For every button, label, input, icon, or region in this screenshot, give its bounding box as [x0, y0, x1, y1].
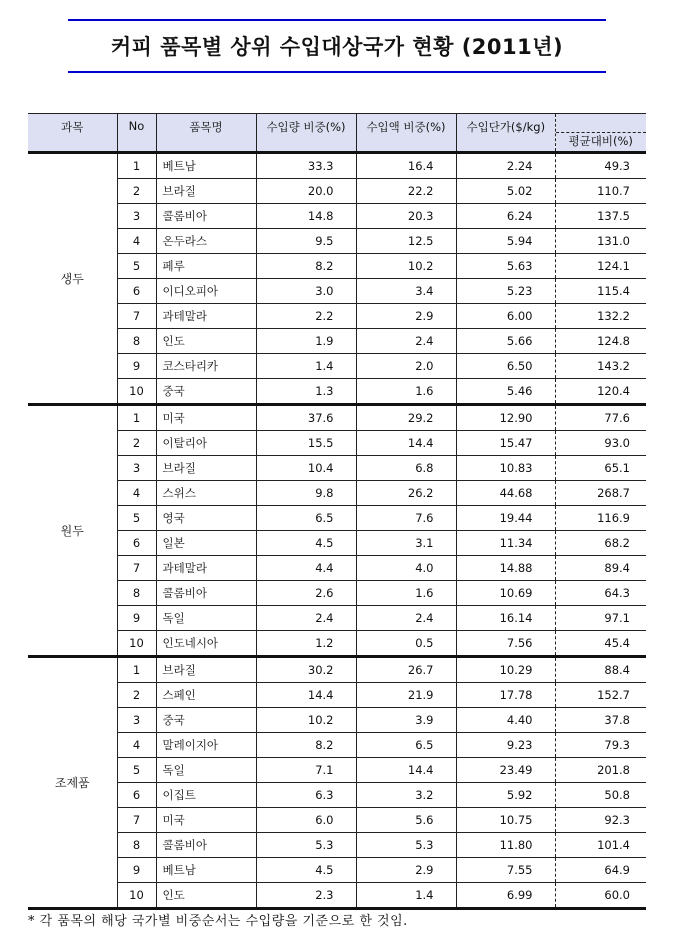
value-share: 5.6 [356, 808, 456, 833]
item-name: 이디오피아 [156, 279, 256, 304]
item-name: 콜롬비아 [156, 833, 256, 858]
unit-price: 10.29 [456, 657, 555, 683]
table-row [28, 858, 646, 883]
page-title: 커피 품목별 상위 수입대상국가 현황 (2011년) [110, 35, 564, 59]
header-item-name: 품목명 [156, 114, 256, 153]
volume-share: 2.4 [256, 606, 356, 631]
category-cell: 생두 [28, 153, 117, 405]
item-name: 인도 [156, 883, 256, 909]
volume-share: 1.3 [256, 379, 356, 405]
item-name: 영국 [156, 506, 256, 531]
avg-ratio: 131.0 [555, 229, 646, 254]
row-number: 6 [117, 783, 156, 808]
volume-share: 4.5 [256, 858, 356, 883]
avg-ratio: 65.1 [555, 456, 646, 481]
unit-price: 9.23 [456, 733, 555, 758]
avg-ratio: 97.1 [555, 606, 646, 631]
unit-price: 6.99 [456, 883, 555, 909]
row-number: 8 [117, 833, 156, 858]
unit-price: 6.00 [456, 304, 555, 329]
avg-ratio: 132.2 [555, 304, 646, 329]
value-share: 6.5 [356, 733, 456, 758]
value-share: 1.6 [356, 581, 456, 606]
volume-share: 4.4 [256, 556, 356, 581]
value-share: 26.2 [356, 481, 456, 506]
row-number: 4 [117, 481, 156, 506]
value-share: 14.4 [356, 431, 456, 456]
volume-share: 37.6 [256, 405, 356, 431]
item-name: 일본 [156, 531, 256, 556]
item-name: 브라질 [156, 657, 256, 683]
row-number: 3 [117, 456, 156, 481]
row-number: 5 [117, 254, 156, 279]
table-row [28, 808, 646, 833]
avg-ratio: 79.3 [555, 733, 646, 758]
value-share: 2.4 [356, 606, 456, 631]
table-row [28, 531, 646, 556]
volume-share: 9.8 [256, 481, 356, 506]
unit-price: 17.78 [456, 683, 555, 708]
avg-ratio: 201.8 [555, 758, 646, 783]
value-share: 2.9 [356, 858, 456, 883]
item-name: 스위스 [156, 481, 256, 506]
unit-price: 10.83 [456, 456, 555, 481]
table-row [28, 606, 646, 631]
volume-share: 6.5 [256, 506, 356, 531]
value-share: 14.4 [356, 758, 456, 783]
item-name: 이탈리아 [156, 431, 256, 456]
unit-price: 5.23 [456, 279, 555, 304]
unit-price: 10.69 [456, 581, 555, 606]
unit-price: 12.90 [456, 405, 555, 431]
volume-share: 14.4 [256, 683, 356, 708]
avg-ratio: 45.4 [555, 631, 646, 657]
row-number: 3 [117, 204, 156, 229]
header-no: No [117, 114, 156, 153]
row-number: 4 [117, 229, 156, 254]
row-number: 9 [117, 858, 156, 883]
row-number: 2 [117, 179, 156, 204]
unit-price: 7.56 [456, 631, 555, 657]
item-name: 페루 [156, 254, 256, 279]
unit-price: 23.49 [456, 758, 555, 783]
volume-share: 2.6 [256, 581, 356, 606]
category-cell: 원두 [28, 405, 117, 657]
unit-price: 6.24 [456, 204, 555, 229]
unit-price: 11.34 [456, 531, 555, 556]
volume-share: 20.0 [256, 179, 356, 204]
table-row [28, 405, 646, 431]
unit-price: 19.44 [456, 506, 555, 531]
table-row [28, 556, 646, 581]
item-name: 스페인 [156, 683, 256, 708]
unit-price: 4.40 [456, 708, 555, 733]
unit-price: 11.80 [456, 833, 555, 858]
value-share: 4.0 [356, 556, 456, 581]
volume-share: 9.5 [256, 229, 356, 254]
value-share: 7.6 [356, 506, 456, 531]
row-number: 5 [117, 758, 156, 783]
row-number: 10 [117, 631, 156, 657]
avg-ratio: 60.0 [555, 883, 646, 909]
table-row [28, 758, 646, 783]
title-box [68, 19, 606, 73]
row-number: 9 [117, 354, 156, 379]
avg-ratio: 116.9 [555, 506, 646, 531]
item-name: 과테말라 [156, 556, 256, 581]
table-row [28, 179, 646, 204]
avg-ratio: 89.4 [555, 556, 646, 581]
avg-ratio: 137.5 [555, 204, 646, 229]
unit-price: 6.50 [456, 354, 555, 379]
item-name: 인도 [156, 329, 256, 354]
avg-ratio: 143.2 [555, 354, 646, 379]
unit-price: 5.63 [456, 254, 555, 279]
table-row [28, 354, 646, 379]
volume-share: 6.3 [256, 783, 356, 808]
value-share: 6.8 [356, 456, 456, 481]
footnote: * 각 품목의 해당 국가별 비중순서는 수입량을 기준으로 한 것임. [28, 914, 408, 929]
item-name: 인도네시아 [156, 631, 256, 657]
avg-ratio: 101.4 [555, 833, 646, 858]
volume-share: 6.0 [256, 808, 356, 833]
item-name: 미국 [156, 808, 256, 833]
value-share: 0.5 [356, 631, 456, 657]
volume-share: 2.3 [256, 883, 356, 909]
header-unit-price: 수입단가($/kg) [456, 114, 555, 153]
table-row [28, 329, 646, 354]
value-share: 3.4 [356, 279, 456, 304]
row-number: 10 [117, 379, 156, 405]
row-number: 1 [117, 153, 156, 179]
avg-ratio: 77.6 [555, 405, 646, 431]
table-row [28, 783, 646, 808]
item-name: 독일 [156, 606, 256, 631]
avg-ratio: 92.3 [555, 808, 646, 833]
row-number: 6 [117, 531, 156, 556]
table-row [28, 279, 646, 304]
unit-price: 5.46 [456, 379, 555, 405]
avg-ratio: 120.4 [555, 379, 646, 405]
value-share: 1.6 [356, 379, 456, 405]
avg-ratio: 68.2 [555, 531, 646, 556]
row-number: 8 [117, 581, 156, 606]
value-share: 3.1 [356, 531, 456, 556]
avg-ratio: 152.7 [555, 683, 646, 708]
table-row [28, 229, 646, 254]
unit-price: 14.88 [456, 556, 555, 581]
row-number: 8 [117, 329, 156, 354]
table-row [28, 657, 646, 683]
value-share: 29.2 [356, 405, 456, 431]
item-name: 브라질 [156, 456, 256, 481]
row-number: 1 [117, 657, 156, 683]
avg-ratio: 93.0 [555, 431, 646, 456]
avg-ratio: 88.4 [555, 657, 646, 683]
header-volume-share: 수입량 비중(%) [256, 114, 356, 153]
table-row [28, 481, 646, 506]
category-cell: 조제품 [28, 657, 117, 909]
avg-ratio: 49.3 [555, 153, 646, 179]
volume-share: 7.1 [256, 758, 356, 783]
table-row [28, 254, 646, 279]
value-share: 20.3 [356, 204, 456, 229]
volume-share: 15.5 [256, 431, 356, 456]
value-share: 1.4 [356, 883, 456, 909]
table-row [28, 683, 646, 708]
header-category: 과목 [28, 114, 117, 153]
volume-share: 3.0 [256, 279, 356, 304]
value-share: 2.9 [356, 304, 456, 329]
volume-share: 1.2 [256, 631, 356, 657]
value-share: 21.9 [356, 683, 456, 708]
coffee-import-table [28, 113, 646, 910]
header-avg-ratio: 평균대비(%) [556, 132, 647, 150]
avg-ratio: 64.3 [555, 581, 646, 606]
row-number: 2 [117, 431, 156, 456]
row-number: 2 [117, 683, 156, 708]
header-value-share: 수입액 비중(%) [356, 114, 456, 153]
item-name: 과테말라 [156, 304, 256, 329]
unit-price: 7.55 [456, 858, 555, 883]
row-number: 3 [117, 708, 156, 733]
item-name: 미국 [156, 405, 256, 431]
table-row [28, 833, 646, 858]
unit-price: 10.75 [456, 808, 555, 833]
value-share: 26.7 [356, 657, 456, 683]
item-name: 이집트 [156, 783, 256, 808]
value-share: 5.3 [356, 833, 456, 858]
value-share: 2.0 [356, 354, 456, 379]
volume-share: 2.2 [256, 304, 356, 329]
table-row [28, 379, 646, 405]
volume-share: 30.2 [256, 657, 356, 683]
avg-ratio: 37.8 [555, 708, 646, 733]
value-share: 2.4 [356, 329, 456, 354]
value-share: 10.2 [356, 254, 456, 279]
row-number: 6 [117, 279, 156, 304]
volume-share: 8.2 [256, 733, 356, 758]
row-number: 7 [117, 556, 156, 581]
table-row [28, 581, 646, 606]
volume-share: 5.3 [256, 833, 356, 858]
unit-price: 5.92 [456, 783, 555, 808]
table-row [28, 733, 646, 758]
row-number: 9 [117, 606, 156, 631]
table-header-row [28, 114, 646, 153]
table-row [28, 631, 646, 657]
unit-price: 15.47 [456, 431, 555, 456]
table-row [28, 431, 646, 456]
item-name: 온두라스 [156, 229, 256, 254]
item-name: 말레이지아 [156, 733, 256, 758]
value-share: 22.2 [356, 179, 456, 204]
avg-ratio: 124.1 [555, 254, 646, 279]
row-number: 1 [117, 405, 156, 431]
item-name: 브라질 [156, 179, 256, 204]
table-row [28, 204, 646, 229]
avg-ratio: 64.9 [555, 858, 646, 883]
unit-price: 2.24 [456, 153, 555, 179]
volume-share: 4.5 [256, 531, 356, 556]
item-name: 중국 [156, 708, 256, 733]
volume-share: 1.9 [256, 329, 356, 354]
item-name: 베트남 [156, 858, 256, 883]
unit-price: 44.68 [456, 481, 555, 506]
table-row [28, 153, 646, 179]
unit-price: 5.02 [456, 179, 555, 204]
value-share: 3.9 [356, 708, 456, 733]
volume-share: 1.4 [256, 354, 356, 379]
table-row [28, 304, 646, 329]
item-name: 코스타리카 [156, 354, 256, 379]
unit-price: 5.66 [456, 329, 555, 354]
avg-ratio: 110.7 [555, 179, 646, 204]
row-number: 7 [117, 304, 156, 329]
volume-share: 14.8 [256, 204, 356, 229]
avg-ratio: 124.8 [555, 329, 646, 354]
unit-price: 16.14 [456, 606, 555, 631]
table-row [28, 708, 646, 733]
row-number: 5 [117, 506, 156, 531]
avg-ratio: 115.4 [555, 279, 646, 304]
table-row [28, 456, 646, 481]
header-avg-ratio-cell [555, 114, 646, 153]
row-number: 7 [117, 808, 156, 833]
item-name: 베트남 [156, 153, 256, 179]
value-share: 12.5 [356, 229, 456, 254]
value-share: 16.4 [356, 153, 456, 179]
avg-ratio: 268.7 [555, 481, 646, 506]
item-name: 콜롬비아 [156, 581, 256, 606]
table-row [28, 883, 646, 909]
item-name: 독일 [156, 758, 256, 783]
item-name: 중국 [156, 379, 256, 405]
volume-share: 8.2 [256, 254, 356, 279]
row-number: 4 [117, 733, 156, 758]
value-share: 3.2 [356, 783, 456, 808]
volume-share: 33.3 [256, 153, 356, 179]
row-number: 10 [117, 883, 156, 909]
table-row [28, 506, 646, 531]
volume-share: 10.2 [256, 708, 356, 733]
item-name: 콜롬비아 [156, 204, 256, 229]
unit-price: 5.94 [456, 229, 555, 254]
volume-share: 10.4 [256, 456, 356, 481]
avg-ratio: 50.8 [555, 783, 646, 808]
